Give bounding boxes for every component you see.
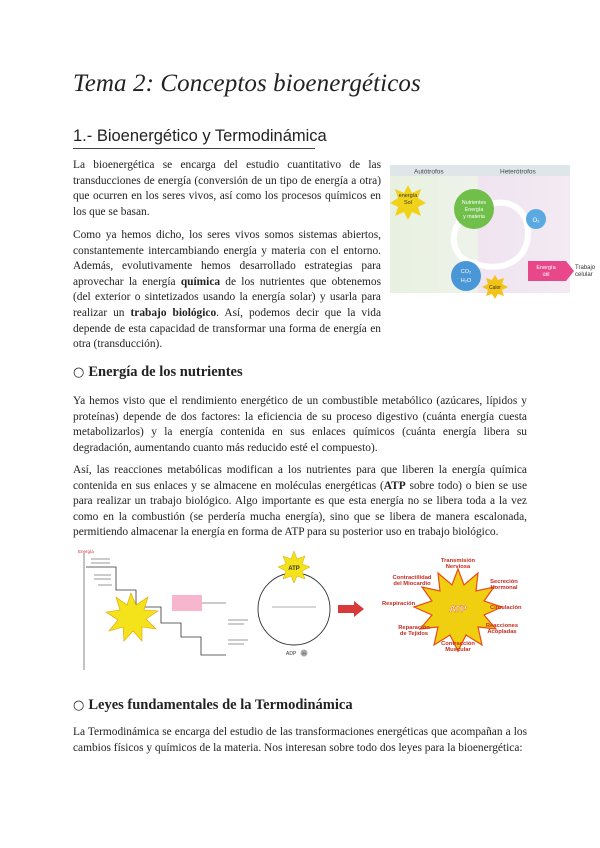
paragraph-bioenergetica-definition: La bioenergética se encarga del estudio cuantitativo de las transducciones de energía (conversión de un tipo de energía a otra) que ocurren en los seres vivos, así como los procesos químicos en los que se basan.: [73, 159, 381, 218]
text-run: sobre todo) o bien se use para realizar un trabajo biológico. Algo importante es que esta energía no se libera toda a la vez como en la combustión (se perdería mucha energía), sino que se libera de manera escalonada, permitiendo almacenar la energía en forma de ATP para su posterior uso en trabajo biológico.: [73, 479, 528, 539]
text-run: Como ya hemos dicho, los seres vivos somos sistemas abiertos, constantemente intercambiando energía y materia con el entorno. Además, evolutivamente hemos desarrollado estrategias para aprovechar la energía: [73, 229, 381, 288]
text-run: Así, las reacciones metabólicas modifican a los nutrientes para que liberen la energía química contenida en sus enlaces y se almacene en moléculas energéticas (: [73, 464, 527, 492]
label-o2: O₂: [532, 218, 540, 224]
label-atp-center: ATP: [449, 604, 467, 614]
paragraph-termodinamica: La Termodinámica se encarga del estudio de las transformaciones energéticas que acompañan a los cambios físicos y químicos de la materia. Nos interesan sobre todo dos leyes para la bioenergética:: [73, 726, 527, 754]
section-heading-termodinamica: [73, 697, 353, 714]
burst-icon: [106, 593, 158, 641]
label-co2: CO₂: [460, 269, 472, 275]
label-secrecion: Secreción: [490, 579, 518, 585]
atp-uses-diagram: [378, 545, 538, 685]
energy-cycle-diagram: [388, 163, 600, 303]
label-energia-util-1: Energía: [536, 265, 556, 271]
label-h2o: H₂O: [460, 278, 472, 284]
label-miocardio: del Miocardio: [393, 581, 431, 587]
label-reparacion: Reparación: [398, 625, 430, 631]
label-energia: Energía: [464, 207, 484, 213]
atp-adp-cycle: [258, 573, 330, 645]
label-calor: Calor: [489, 285, 501, 291]
text-run: . Así, podemos decir que la vida depende de esta capacidad de transformar una forma de energía en otra (transducción).: [73, 306, 382, 351]
atp-output-arrow: [338, 601, 364, 617]
label-circulacion: Circulación: [490, 605, 522, 611]
label-nutrientes: Nutrientes: [461, 200, 487, 206]
label-energia-axis: Energía: [78, 549, 94, 554]
heading-text: Energía de los nutrientes: [88, 364, 243, 380]
label-energia-util-2: útil: [542, 272, 550, 278]
label-tejidos: de Tejidos: [399, 631, 429, 637]
label-heterotrofos: Heterótrofos: [500, 168, 536, 176]
heading-text: Leyes fundamentales de la Termodinámica: [88, 697, 353, 713]
label-trabajo: Trabajo: [575, 265, 596, 271]
label-muscular: Muscular: [445, 647, 471, 653]
label-nerviosa: Nerviosa: [445, 564, 471, 570]
label-pi: Pi: [302, 652, 306, 656]
co2-h2o-circle: [451, 261, 481, 291]
label-energia-sol-1: energía: [398, 193, 418, 199]
label-energia-sol-2: Sol: [404, 200, 412, 206]
label-respiracion: Respiración: [382, 601, 416, 607]
staircase-labels: [91, 559, 248, 644]
bullet-icon: ○: [73, 365, 85, 380]
label-adp: ADP: [286, 651, 297, 657]
text-run: de los nutrientes que obtenemos (del exterior o sintetizados usando la energía solar) y usarla para realizar un: [73, 275, 381, 319]
energia-util-arrow: [528, 261, 574, 281]
atp-cycle-diagram: [76, 545, 376, 685]
label-contractilidad: Contractilidad: [392, 575, 432, 581]
label-transmision: Transmisión: [440, 558, 476, 564]
paragraph-rendimiento-energetico: Ya hemos visto que el rendimiento energético de un combustible metabólico (azúcares, lípidos y proteínas) depende de dos factores: la eficiencia de su proceso digestivo (cuánta energía cuesta metabolizarlos) y la energía contenida en sus enlaces químicos (cuánta energía libera su degradación, aumentando cuanto más reducido esté el compuesto).: [73, 395, 527, 454]
bold-term-quimica: química: [180, 275, 221, 288]
bullet-icon: ○: [73, 698, 85, 713]
bold-term-trabajo-biologico: trabajo biológico: [130, 306, 217, 319]
energy-box: [172, 595, 202, 611]
heading-underline: [73, 148, 315, 149]
label-materia: y materia: [463, 214, 485, 220]
label-hormonal: Hormonal: [490, 585, 518, 591]
section-heading-nutrientes: [73, 364, 243, 381]
label-atp-top: ATP: [288, 566, 300, 572]
paragraph-sistemas-abiertos: [73, 228, 381, 353]
label-reacciones: Reacciones: [485, 623, 519, 629]
page-title: Tema 2: Conceptos bioenergéticos: [73, 70, 421, 97]
label-autotrofos: Autótrofos: [414, 168, 444, 176]
bold-term-atp: ATP: [383, 479, 406, 492]
label-celular: celular: [575, 272, 593, 278]
section-heading-bioenergetica: 1.- Bioenergético y Termodinámica: [73, 127, 327, 145]
label-acopladas: Acopladas: [487, 629, 517, 635]
label-contraccion: Contracción: [441, 641, 475, 647]
paragraph-reacciones-metabolicas: [73, 463, 527, 541]
